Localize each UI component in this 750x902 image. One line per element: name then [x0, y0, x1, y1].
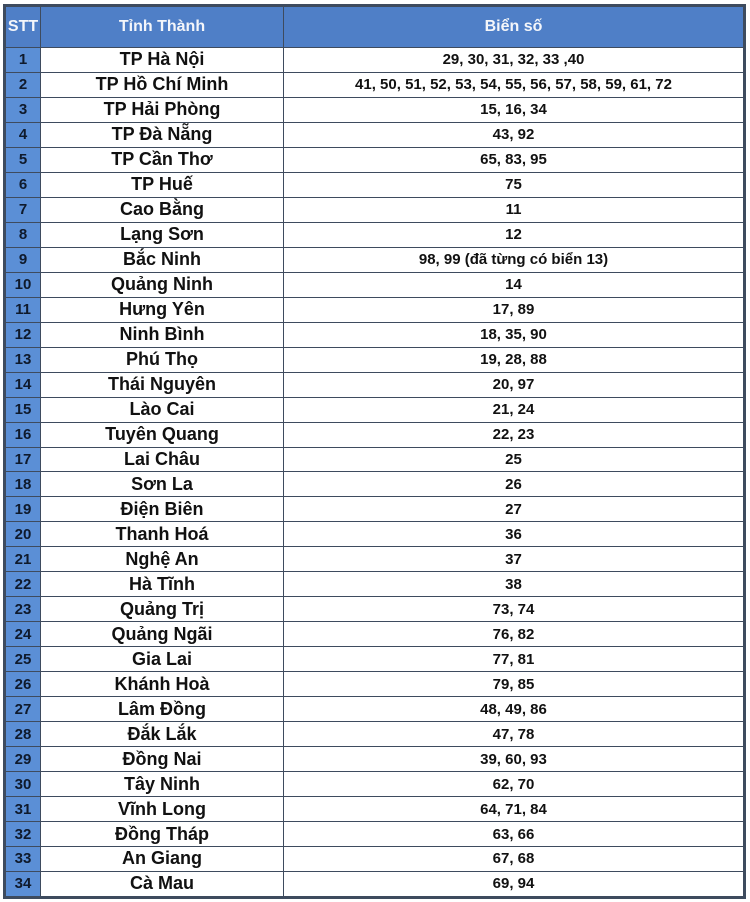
header-row: [6, 7, 744, 48]
row-stt: 25: [6, 647, 41, 672]
row-plates: 11: [284, 197, 744, 222]
table-row: [6, 447, 744, 472]
row-stt: 33: [6, 847, 41, 872]
row-plates: 12: [284, 222, 744, 247]
table-row: [6, 322, 744, 347]
row-province: Đắk Lắk: [41, 722, 284, 747]
row-province: Cao Bằng: [41, 197, 284, 222]
row-stt: 30: [6, 772, 41, 797]
table-row: [6, 372, 744, 397]
row-stt: 16: [6, 422, 41, 447]
row-plates: 26: [284, 472, 744, 497]
table-row: [6, 72, 744, 97]
table-row: [6, 747, 744, 772]
row-stt: 8: [6, 222, 41, 247]
row-province: Quảng Trị: [41, 597, 284, 622]
row-plates: 21, 24: [284, 397, 744, 422]
row-province: TP Cần Thơ: [41, 147, 284, 172]
row-province: TP Hà Nội: [41, 48, 284, 73]
table-row: [6, 697, 744, 722]
row-stt: 32: [6, 822, 41, 847]
row-stt: 4: [6, 122, 41, 147]
table-header: [6, 7, 744, 48]
row-province: Ninh Bình: [41, 322, 284, 347]
table-row: [6, 347, 744, 372]
row-province: Lâm Đồng: [41, 697, 284, 722]
row-province: Gia Lai: [41, 647, 284, 672]
table-row: [6, 572, 744, 597]
row-province: Quảng Ninh: [41, 272, 284, 297]
row-plates: 48, 49, 86: [284, 697, 744, 722]
row-stt: 34: [6, 871, 41, 896]
row-plates: 38: [284, 572, 744, 597]
row-plates: 39, 60, 93: [284, 747, 744, 772]
row-province: Lào Cai: [41, 397, 284, 422]
row-stt: 29: [6, 747, 41, 772]
row-plates: 98, 99 (đã từng có biển 13): [284, 247, 744, 272]
row-stt: 31: [6, 797, 41, 822]
row-stt: 14: [6, 372, 41, 397]
row-province: Khánh Hoà: [41, 672, 284, 697]
row-plates: 62, 70: [284, 772, 744, 797]
row-province: Lạng Sơn: [41, 222, 284, 247]
row-plates: 65, 83, 95: [284, 147, 744, 172]
row-stt: 19: [6, 497, 41, 522]
row-plates: 43, 92: [284, 122, 744, 147]
row-stt: 11: [6, 297, 41, 322]
table-row: [6, 247, 744, 272]
row-province: Bắc Ninh: [41, 247, 284, 272]
row-plates: 64, 71, 84: [284, 797, 744, 822]
table-row: [6, 722, 744, 747]
table-row: [6, 97, 744, 122]
row-stt: 28: [6, 722, 41, 747]
row-province: An Giang: [41, 847, 284, 872]
table-row: [6, 222, 744, 247]
row-stt: 22: [6, 572, 41, 597]
table-row: [6, 147, 744, 172]
table-row: [6, 622, 744, 647]
row-stt: 15: [6, 397, 41, 422]
row-province: TP Huế: [41, 172, 284, 197]
row-plates: 22, 23: [284, 422, 744, 447]
row-plates: 14: [284, 272, 744, 297]
row-stt: 24: [6, 622, 41, 647]
row-plates: 67, 68: [284, 847, 744, 872]
row-plates: 79, 85: [284, 672, 744, 697]
row-plates: 15, 16, 34: [284, 97, 744, 122]
row-stt: 3: [6, 97, 41, 122]
row-province: Cà Mau: [41, 871, 284, 896]
row-stt: 1: [6, 48, 41, 73]
row-province: Thái Nguyên: [41, 372, 284, 397]
row-plates: 18, 35, 90: [284, 322, 744, 347]
row-province: Tây Ninh: [41, 772, 284, 797]
row-plates: 41, 50, 51, 52, 53, 54, 55, 56, 57, 58, 59, 61, 72: [284, 72, 744, 97]
row-stt: 13: [6, 347, 41, 372]
row-plates: 77, 81: [284, 647, 744, 672]
table-row: [6, 422, 744, 447]
table-row: [6, 672, 744, 697]
row-plates: 47, 78: [284, 722, 744, 747]
row-stt: 26: [6, 672, 41, 697]
row-stt: 7: [6, 197, 41, 222]
table: [5, 6, 744, 897]
row-stt: 5: [6, 147, 41, 172]
row-province: Đồng Nai: [41, 747, 284, 772]
row-province: Tuyên Quang: [41, 422, 284, 447]
license-plate-table: [3, 4, 746, 899]
table-row: [6, 272, 744, 297]
table-row: [6, 48, 744, 73]
header-province: Tỉnh Thành: [41, 7, 284, 48]
header-plate: Biển số: [284, 7, 744, 48]
row-province: Quảng Ngãi: [41, 622, 284, 647]
row-plates: 19, 28, 88: [284, 347, 744, 372]
table-row: [6, 122, 744, 147]
table-row: [6, 597, 744, 622]
table-row: [6, 497, 744, 522]
row-plates: 17, 89: [284, 297, 744, 322]
header-stt: STT: [6, 7, 41, 48]
row-stt: 6: [6, 172, 41, 197]
row-plates: 37: [284, 547, 744, 572]
table-row: [6, 847, 744, 872]
row-stt: 12: [6, 322, 41, 347]
row-province: TP Hải Phòng: [41, 97, 284, 122]
row-stt: 23: [6, 597, 41, 622]
row-province: Điện Biên: [41, 497, 284, 522]
table-body: [6, 48, 744, 897]
table-row: [6, 522, 744, 547]
row-plates: 36: [284, 522, 744, 547]
row-stt: 18: [6, 472, 41, 497]
row-plates: 76, 82: [284, 622, 744, 647]
table-row: [6, 871, 744, 896]
row-stt: 2: [6, 72, 41, 97]
row-province: Lai Châu: [41, 447, 284, 472]
table-row: [6, 397, 744, 422]
row-plates: 27: [284, 497, 744, 522]
row-plates: 75: [284, 172, 744, 197]
row-province: Hà Tĩnh: [41, 572, 284, 597]
row-province: Vĩnh Long: [41, 797, 284, 822]
table-row: [6, 822, 744, 847]
row-plates: 63, 66: [284, 822, 744, 847]
row-plates: 20, 97: [284, 372, 744, 397]
row-province: TP Hồ Chí Minh: [41, 72, 284, 97]
row-plates: 29, 30, 31, 32, 33 ,40: [284, 48, 744, 73]
table-row: [6, 797, 744, 822]
table-row: [6, 297, 744, 322]
table-row: [6, 197, 744, 222]
row-province: Hưng Yên: [41, 297, 284, 322]
row-stt: 9: [6, 247, 41, 272]
row-province: Đồng Tháp: [41, 822, 284, 847]
row-stt: 17: [6, 447, 41, 472]
row-plates: 73, 74: [284, 597, 744, 622]
table-row: [6, 472, 744, 497]
table-row: [6, 647, 744, 672]
row-stt: 27: [6, 697, 41, 722]
row-plates: 69, 94: [284, 871, 744, 896]
row-plates: 25: [284, 447, 744, 472]
table-row: [6, 172, 744, 197]
row-province: Thanh Hoá: [41, 522, 284, 547]
row-stt: 20: [6, 522, 41, 547]
table-row: [6, 547, 744, 572]
row-stt: 10: [6, 272, 41, 297]
row-province: Phú Thọ: [41, 347, 284, 372]
row-province: Sơn La: [41, 472, 284, 497]
row-province: Nghệ An: [41, 547, 284, 572]
row-stt: 21: [6, 547, 41, 572]
row-province: TP Đà Nẵng: [41, 122, 284, 147]
table-row: [6, 772, 744, 797]
